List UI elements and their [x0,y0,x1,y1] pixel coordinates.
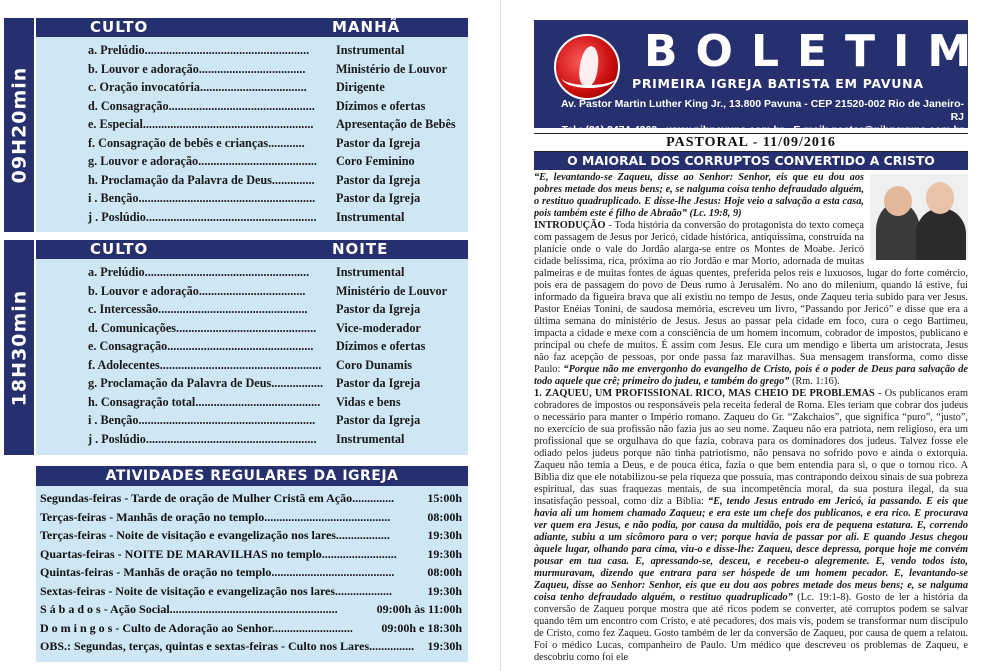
bulletin-header [534,20,990,136]
activity-row: OBS.: Segundas, terças, quintas e sextas-feiras - Culto nos Lares............... 19:30h [40,639,462,653]
program-item: b. Louvor e adoração................................... Ministério de Louvor [88,61,448,76]
article-title: O MAIORAL DOS CORRUPTOS CONVERTIDO A CRISTO [534,152,968,170]
intro-ref: (Rm. 1:16). [789,376,840,387]
program-item: f. Adolecentes..................................................... Coro Dunamis [88,357,412,372]
intro-quote: “Porque não me envergonho do evangelho de Cristo, pois é o poder de Deus para salvação de todo aquele que crê; primeiro do judeu, e também do grego” [534,364,968,387]
activity-row: S á b a d o s - Ação Social........................................................ 09:00h às 11:00h [40,602,462,616]
program-item: f. Consagração de bebês e crianças............ Pastor da Igreja [88,135,421,150]
section-1-tail: (Lc. 19:1-8). Gosto de ler a história da conversão de Zaqueu porque mostra que até ricos podem se converter, até corruptos podem se salvar quando têm um encontro com Cristo, e até pecadores, dos mais vis, podem se transformar num discípulo de Cristo, como fez Zaqueu. Gosto também de ler da conversão de Zaqueu, por causa de quem a relatou. Foi o médico Lucas, companheiro de Paulo. Um médico que descreveu os problemas de Zaqueu, e descobriu como foi ele [534,592,968,663]
pastoral-article [534,172,968,668]
night-time-label: 18H30min [8,289,30,406]
activity-row: Quintas-feiras - Manhãs de oração no templo......................................... 08:00h [40,565,462,579]
program-item: c. Intercessão................................................. Pastor da Igreja [88,302,421,316]
intro-label: INTRODUÇÃO [534,220,606,231]
page-fold-divider [500,0,501,671]
pastor-couple-photo [870,174,968,260]
night-program-list [36,259,468,448]
church-contact: Tel.: (21) 2474-4369 - www.pibpavuna.com.br - E-mail: pastor@pibpavuna.com.br [561,124,964,136]
night-service-header [36,240,468,259]
night-header-left: CULTO [90,240,149,258]
lead-quote: “E, levantando-se Zaqueu, disse ao Senhor: Senhor, eis que eu dou aos pobres metade dos meus bens; e, se nalguma coisa tenho defraudado alguém, o restituo quadruplicado. E disse-lhe Jesus: Hoje veio a salvação a esta casa, pois também este é filho de Abraão” (Lc. 19:8, 9) [534,172,864,219]
morning-header-right: MANHÃ [332,18,401,36]
program-item: d. Comunicações.............................................. Vice-moderador [88,320,421,335]
program-item: e. Consagração................................................ Dízimos e ofertas [88,339,426,353]
intro-text: - Toda história da conversão do protagonista do texto começa com passagem de Jesus por Jericó, cidade histórica, antiquíssima, construída na planície onde o vale do Jordão alarga-se entre os Montes de Moabe. Jericó cidade belíssima, rica, próxima ao rio Jordão e mar Morto, adornada de muitas palmeiras e de muitas fontes de águas quentes, preferida pelos reis e luxuosos, lugar do forte comércio, pois era de passagem do povo de Deus rumo à Jerusalém. No ano do milenium, quando lá estive, fui informado da figueira brava que ali existiu no tempo de Jesus, onde Zaqueu teria subido para ver Jesus. Pastor Enéias Tonini, de saudosa memória, escreveu um livro, “Passando por Jericó” e disse que era a última semana do ministério de Jesus. Jesus ao passar pela cidade em foco, cura o cego Bartimeu, impacta a cidade e mexe com a consciência de um homem incomum, cobrador de impostos, publicano e principal ou chefe de muitos. É assim com Jesus. Ele cura um mendigo e liberta um aristocrata, Jesus não faz acepção de pessoas, por onde passa faz maravilhas. Sua mensagem transforma, como disse Paulo: [534,220,968,375]
program-item: h. Proclamação da Palavra de Deus.............. Pastor da Igreja [88,172,421,187]
section-1-quote: “E, tendo Jesus entrado em Jericó, ia passando. E eis que havia ali um homem chamado Zaqueu; e era este um chefe dos publicanos, e era rico. E procurava ver quem era Jesus, e não podia, por causa da multidão, pois era de pequena estatura. E, correndo adiante, subiu a um sicômoro para o ver; porque havia de passar por ali. E quando Jesus chegou àquele lugar, olhando para cima, viu-o e disse-lhe: Zaqueu, desce depressa, porque hoje me convém pousar em tua casa. E, apressando-se, desceu, e recebeu-o alegremente. E, vendo todos isto, murmuravam, dizendo que entrara para ser hóspede de um homem pecador. E, levantando-se Zaqueu, disse ao Senhor: Senhor, eis que eu dou aos pobres metade dos meus bens; e, se nalguma coisa tenho defraudado alguém, o restituo quadruplicado” [534,496,968,603]
church-logo-icon [554,34,620,100]
morning-service-header [36,18,468,37]
program-item: g. Louvor e adoração....................................... Coro Feminino [88,154,415,168]
section-1-text: - Os publicanos eram cobradores de impostos ou responsáveis pela receita federal de Roma. Eles teriam que cobrar dos judeus o necessário para manter o Império romano. Zaqueu do Gr. “Zakchaios”, que significa “puro”, “justo”, no exercício de sua profissão não fazia jus ao seu nome. Zaqueu não era patriota, nem religioso, era um profissional que se orgulhava do que fazia, cobrava para os dominadores dos judeus. Talvez fosse ele odiado pelos judeus porque não tinha patriotismo, não pensava no sofrido povo e ainda o extorquia. Zaqueu não temia a Deus, e de pouca ética, fazia o que bem entendia para si, o que o tornou rico. A Bíblia diz que ele notabilizou-se pela riqueza que possuía, mas contrapondo deixou sinais de sua pobreza espiritual, das suas fraquezas mentais, de sua incompetência moral, da sua postura ilegal, da sua insatisfação pessoal, como diz a Bíblia: [534,388,968,507]
activity-row: Quartas-feiras - NOITE DE MARAVILHAS no templo......................... 19:30h [40,546,462,561]
morning-time-label: 09H20min [8,66,30,184]
activities-title: ATIVIDADES REGULARES DA IGREJA [36,466,468,486]
church-name: PRIMEIRA IGREJA BATISTA EM PAVUNA [632,76,924,91]
activity-row: Segundas-feiras - Tarde de oração de Mulher Cristã em Ação.............. 15:00h [40,491,462,505]
photo-person-man [916,208,966,260]
bulletin-title: BOLETIM [644,26,990,77]
activities-list [36,486,468,656]
logo-arc [562,68,616,88]
photo-face-man [926,182,954,214]
program-item: j . Poslúdio........................................................ Instrumental [88,431,405,446]
morning-header-left: CULTO [90,18,149,36]
night-time-band [4,240,34,455]
night-service-block [36,240,468,455]
morning-time-band [4,18,34,232]
program-item: i . Benção.......................................................... Pastor da Igreja [88,413,421,427]
section-1-paragraph [534,388,968,664]
church-address: Av. Pastor Martin Luther King Jr., 13.800 Pavuna - CEP 21520-002 Rio de Janeiro-RJ [560,98,964,123]
program-item: b. Louvor e adoração................................... Ministério de Louvor [88,283,448,298]
program-item: i . Benção.......................................................... Pastor da Igreja [88,191,421,205]
activity-row: Terças-feiras - Manhãs de oração no templo.......................................... 08:00h [40,509,462,524]
program-item: d. Consagração................................................ Dízimos e ofertas [88,98,426,113]
program-item: e. Especial........................................................ Apresentação de Bebês [88,117,456,131]
program-item: j . Poslúdio........................................................ Instrumental [88,209,405,224]
photo-face-woman [884,186,912,216]
program-item: c. Oração invocatória................................... Dirigente [88,80,385,94]
night-header-right: NOITE [332,240,389,258]
program-item: g. Proclamação da Palavra de Deus................. Pastor da Igreja [88,376,421,390]
church-address-block [554,98,964,137]
program-item: h. Consagração total......................................... Vidas e bens [88,394,401,409]
activities-block [36,466,468,662]
activity-row: Terças-feiras - Noite de visitação e evangelização nos lares.................. 19:30h [40,528,462,542]
morning-service-block [36,18,468,232]
activity-row: Sextas-feiras - Noite de visitação e evangelização nos lares................... 19:30h [40,583,462,598]
pastoral-date-line: PASTORAL - 11/09/2016 [534,133,968,152]
section-1-title: 1. ZAQUEU, UM PROFISSIONAL RICO, MAS CHEIO DE PROBLEMAS [534,388,875,399]
program-item: a. Prelúdio...................................................... Instrumental [88,265,405,279]
program-item: a. Prelúdio...................................................... Instrumental [88,43,405,57]
activity-row: D o m i n g o s - Culto de Adoração ao Senhor........................... 09:00h e 18:30h [40,620,462,635]
morning-program-list [36,37,468,226]
